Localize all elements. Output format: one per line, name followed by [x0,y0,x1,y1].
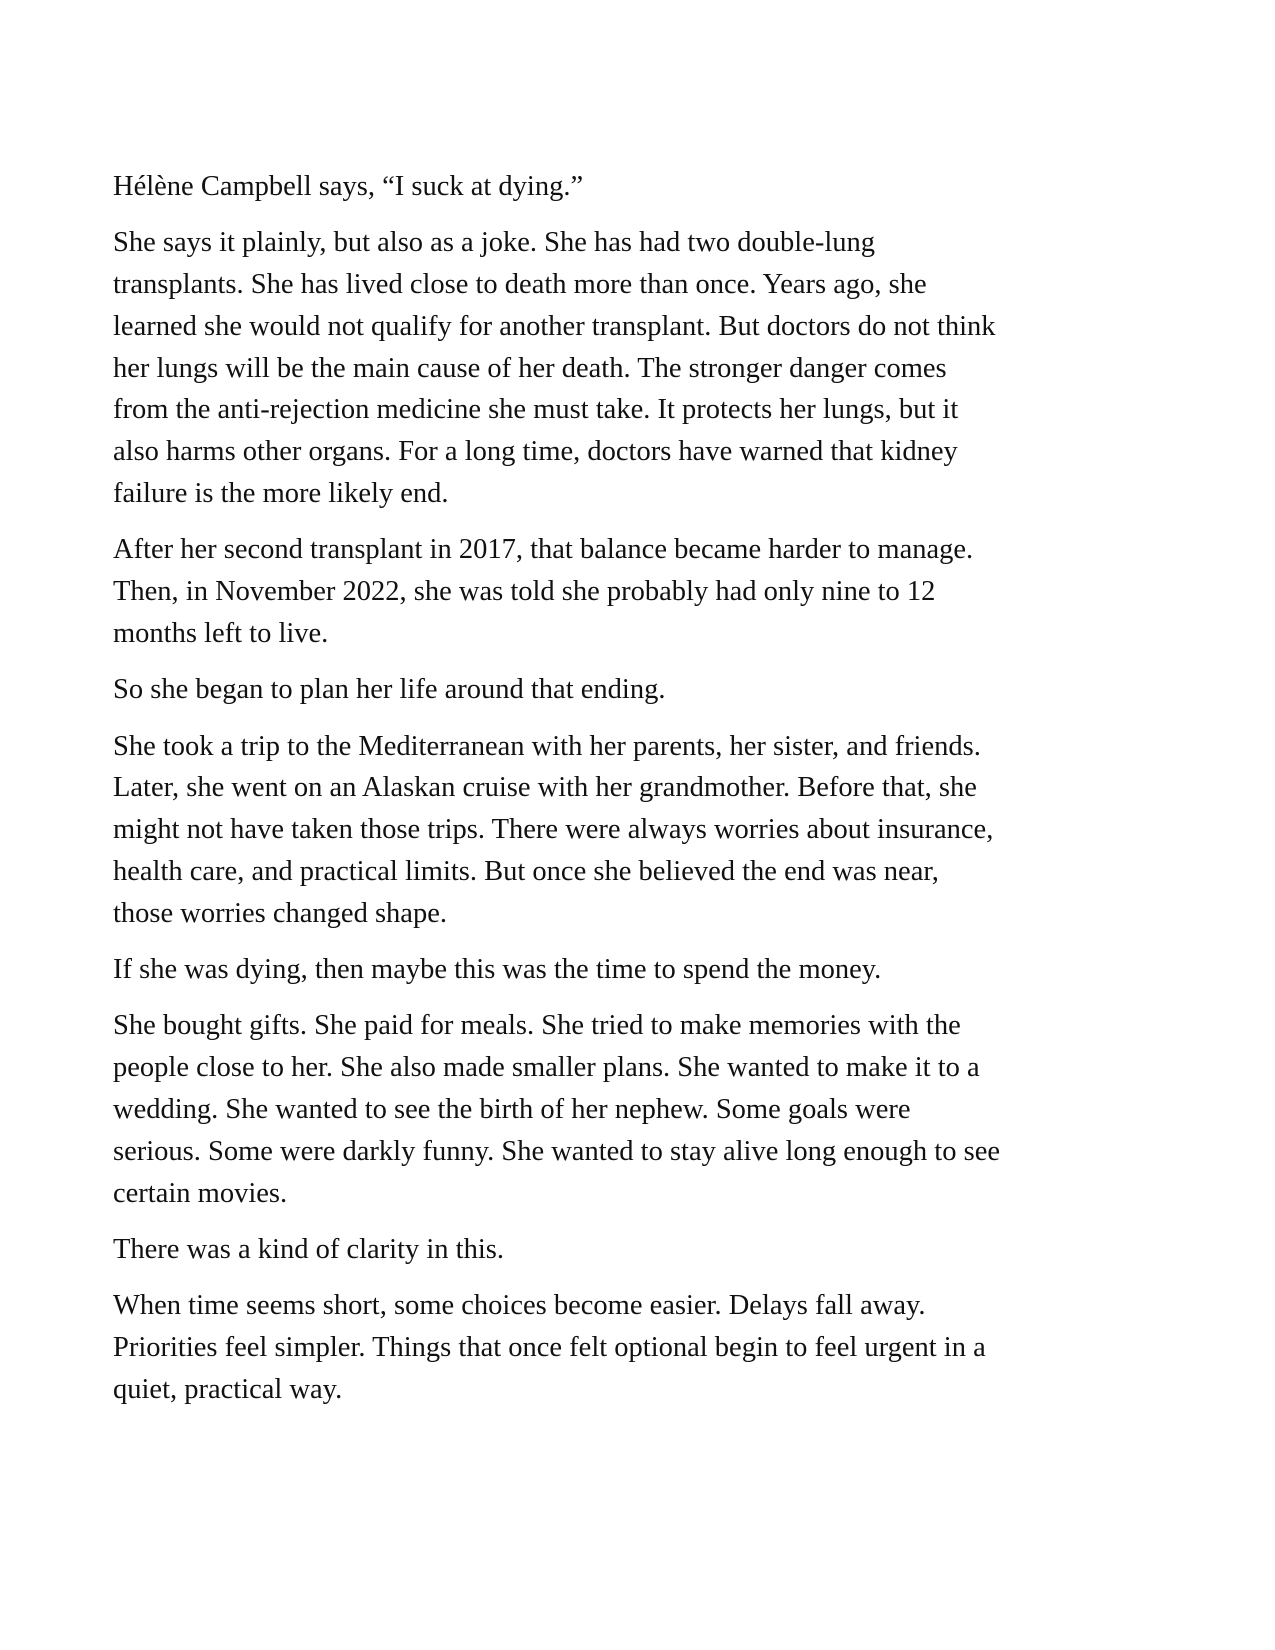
text-line: transplants. She has lived close to death more than once. Years ago, she [113,269,927,301]
text-line: Later, she went on an Alaskan cruise with her grandmother. Before that, she [113,772,977,804]
text-line: from the anti-rejection medicine she must take. It protects her lungs, but it [113,394,959,426]
paragraph-memories [113,1005,1173,1214]
text-line: When time seems short, some choices become easier. Delays fall away. [113,1290,926,1322]
text-line: health care, and practical limits. But once she believed the end was near, [113,855,939,887]
text-line: Hélène Campbell says, “I suck at dying.” [113,171,584,202]
text-line: those worries changed shape. [113,897,447,929]
text-line: Then, in November 2022, she was told she probably had only nine to 12 [113,576,936,608]
text-line: her lungs will be the main cause of her death. The stronger danger comes [113,352,947,384]
text-line: So she began to plan her life around that ending. [113,674,666,706]
text-line: She bought gifts. She paid for meals. She tried to make memories with the [113,1010,961,1042]
text-line: quiet, practical way. [113,1373,343,1405]
text-line: learned she would not qualify for another transplant. But doctors do not think [113,310,996,342]
paragraph-plan [113,669,1173,711]
text-line: If she was dying, then maybe this was the time to spend the money. [113,954,882,986]
paragraph-trips [113,726,1173,935]
paragraph-time-short [113,1285,1173,1410]
text-line: failure is the more likely end. [113,478,449,510]
text-line: She took a trip to the Mediterranean with her parents, her sister, and friends. [113,730,981,762]
paragraph-money [113,949,1173,991]
paragraph-prognosis [113,529,1173,654]
text-line: After her second transplant in 2017, that balance became harder to manage. [113,534,974,566]
document-page [113,166,1173,1425]
text-line: Priorities feel simpler. Things that once felt optional begin to feel urgent in a [113,1331,986,1363]
text-line: She says it plainly, but also as a joke. She has had two double-lung [113,227,875,259]
text-line: wedding. She wanted to see the birth of her nephew. Some goals were [113,1093,911,1125]
text-line: months left to live. [113,617,329,649]
paragraph-opening-quote [113,166,1173,208]
paragraph-transplants [113,222,1173,515]
paragraph-clarity [113,1229,1173,1271]
text-line: certain movies. [113,1177,288,1209]
text-line: There was a kind of clarity in this. [113,1233,504,1265]
text-line: people close to her. She also made smaller plans. She wanted to make it to a [113,1052,980,1084]
text-line: might not have taken those trips. There were always worries about insurance, [113,814,994,846]
text-line: also harms other organs. For a long time, doctors have warned that kidney [113,436,958,468]
text-line: serious. Some were darkly funny. She wanted to stay alive long enough to see [113,1135,1000,1167]
